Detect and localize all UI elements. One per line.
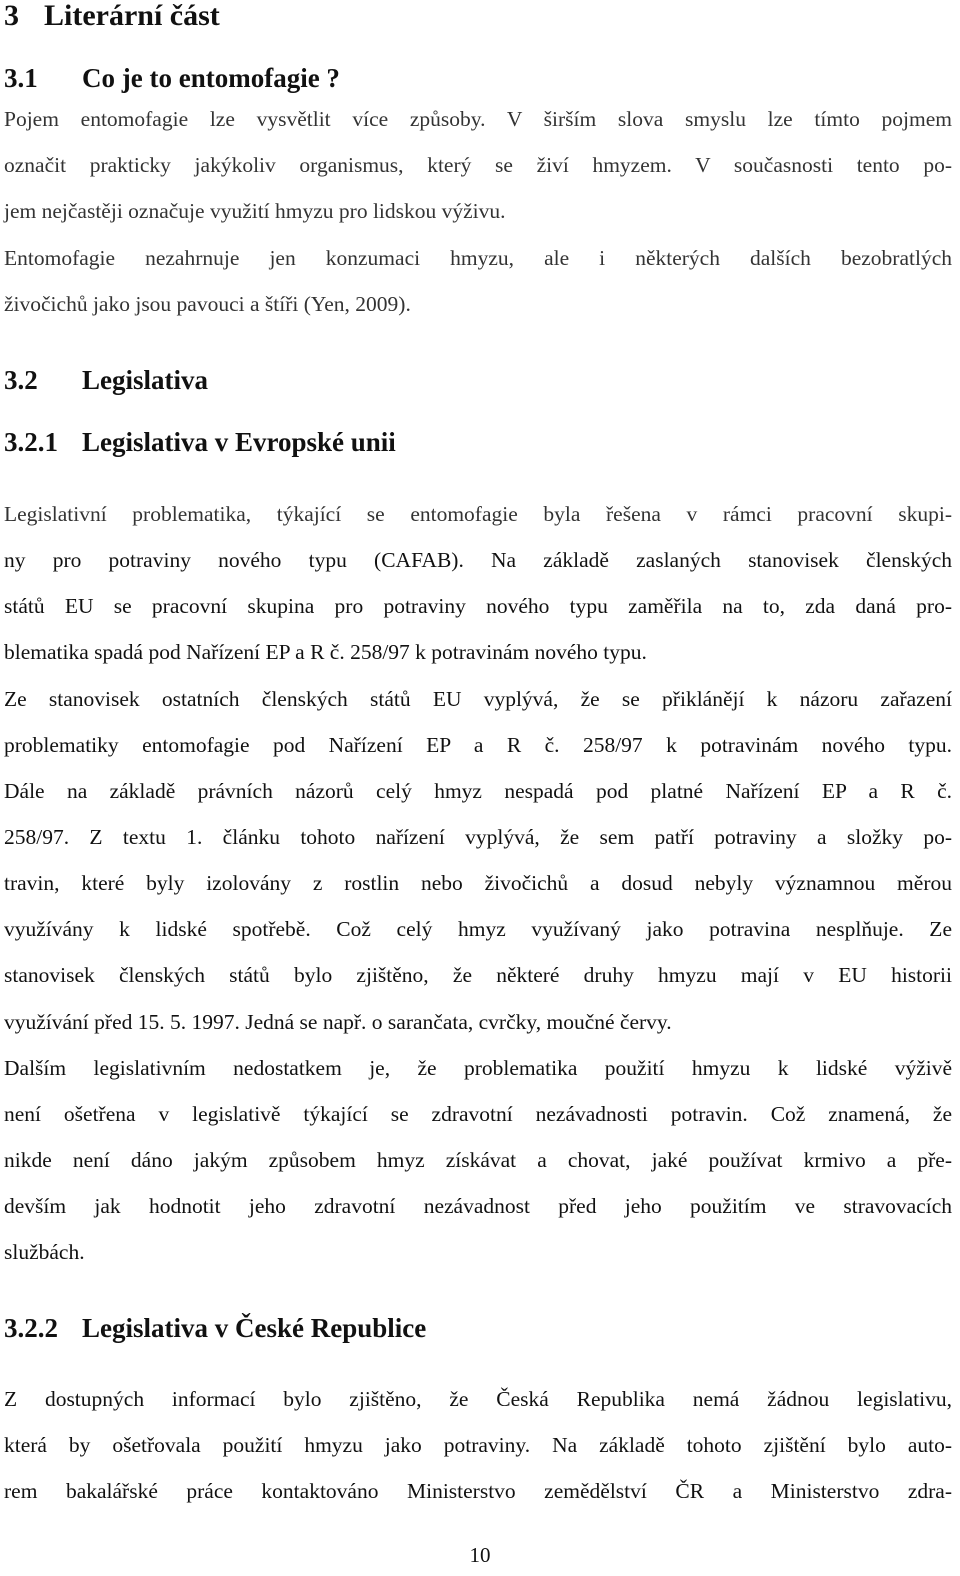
subsection-heading-3-2-1 xyxy=(4,422,396,462)
paragraph-line: 258/97. Z textu 1. článku tohoto nařízení vyplývá, že sem patří potraviny a složky po- xyxy=(4,825,952,849)
chapter-number: 3 xyxy=(4,0,19,32)
paragraph-line: označit prakticky jakýkoliv organismus, který se živí hmyzem. V současnosti tento po- xyxy=(4,153,952,177)
subsection-title: Legislativa v Evropské unii xyxy=(82,427,396,457)
paragraph-line: živočichů jako jsou pavouci a štíři (Yen, 2009). xyxy=(4,292,411,316)
paragraph-line: problematiky entomofagie pod Nařízení EP a R č. 258/97 k potravinám nového typu. xyxy=(4,733,952,757)
section-heading-3-1 xyxy=(4,58,340,98)
page-number: 10 xyxy=(469,1543,491,1567)
section-heading-3-2 xyxy=(4,360,208,400)
section-title: Co je to entomofagie ? xyxy=(82,63,340,93)
paragraph-line: Entomofagie nezahrnuje jen konzumaci hmyzu, ale i některých dalších bezobratlých xyxy=(4,246,952,270)
paragraph-line: států EU se pracovní skupina pro potraviny nového typu zaměřila na to, zda daná pro- xyxy=(4,594,952,618)
paragraph-line: službách. xyxy=(4,1240,85,1264)
paragraph-line: využívání před 15. 5. 1997. Jedná se např. o sarančata, cvrčky, moučné červy. xyxy=(4,1010,672,1034)
paragraph-line: Legislativní problematika, týkající se entomofagie byla řešena v rámci pracovní skupi- xyxy=(4,502,952,526)
section-number: 3.2 xyxy=(4,365,38,395)
paragraph-line: ny pro potraviny nového typu (CAFAB). Na základě zaslaných stanovisek členských xyxy=(4,548,952,572)
paragraph-line: Ze stanovisek ostatních členských států EU vyplývá, že se přiklánějí k názoru zařazení xyxy=(4,687,952,711)
paragraph-line: Dále na základě právních názorů celý hmyz nespadá pod platné Nařízení EP a R č. xyxy=(4,779,952,803)
chapter-title: Literární část xyxy=(44,0,220,32)
paragraph-line: nikde není dáno jakým způsobem hmyz získávat a chovat, jaké používat krmivo a pře- xyxy=(4,1148,952,1172)
paragraph-line: Z dostupných informací bylo zjištěno, že Česká Republika nemá žádnou legislativu, xyxy=(4,1387,952,1411)
section-title: Legislativa xyxy=(82,365,208,395)
paragraph-line: stanovisek členských států bylo zjištěno, že některé druhy hmyzu mají v EU historii xyxy=(4,963,952,987)
paragraph-line: devším jak hodnotit jeho zdravotní nezávadnost před jeho použitím ve stravovacích xyxy=(4,1194,952,1218)
section-number: 3.1 xyxy=(4,63,38,93)
subsection-number: 3.2.2 xyxy=(4,1313,58,1343)
subsection-heading-3-2-2 xyxy=(4,1308,426,1348)
paragraph-line: která by ošetřovala použití hmyzu jako potraviny. Na základě tohoto zjištění bylo auto- xyxy=(4,1433,952,1457)
subsection-number: 3.2.1 xyxy=(4,427,58,457)
paragraph-line: Dalším legislativním nedostatkem je, že problematika použití hmyzu k lidské výživě xyxy=(4,1056,952,1080)
paragraph-line: jem nejčastěji označuje využití hmyzu pro lidskou výživu. xyxy=(4,199,506,223)
chapter-heading xyxy=(4,0,220,38)
paragraph-line: rem bakalářské práce kontaktováno Ministerstvo zemědělství ČR a Ministerstvo zdra- xyxy=(4,1479,952,1503)
subsection-title: Legislativa v České Republice xyxy=(82,1313,427,1343)
paragraph-line: Pojem entomofagie lze vysvětlit více způsoby. V širším slova smyslu lze tímto pojmem xyxy=(4,107,952,131)
paragraph-line: travin, které byly izolovány z rostlin nebo živočichů a dosud nebyly významnou měrou xyxy=(4,871,952,895)
paragraph-line: blematika spadá pod Nařízení EP a R č. 258/97 k potravinám nového typu. xyxy=(4,640,647,664)
paragraph-line: není ošetřena v legislativě týkající se zdravotní nezávadnosti potravin. Což znamená, že xyxy=(4,1102,952,1126)
paragraph-line: využívány k lidské spotřebě. Což celý hmyz využívaný jako potravina nesplňuje. Ze xyxy=(4,917,952,941)
